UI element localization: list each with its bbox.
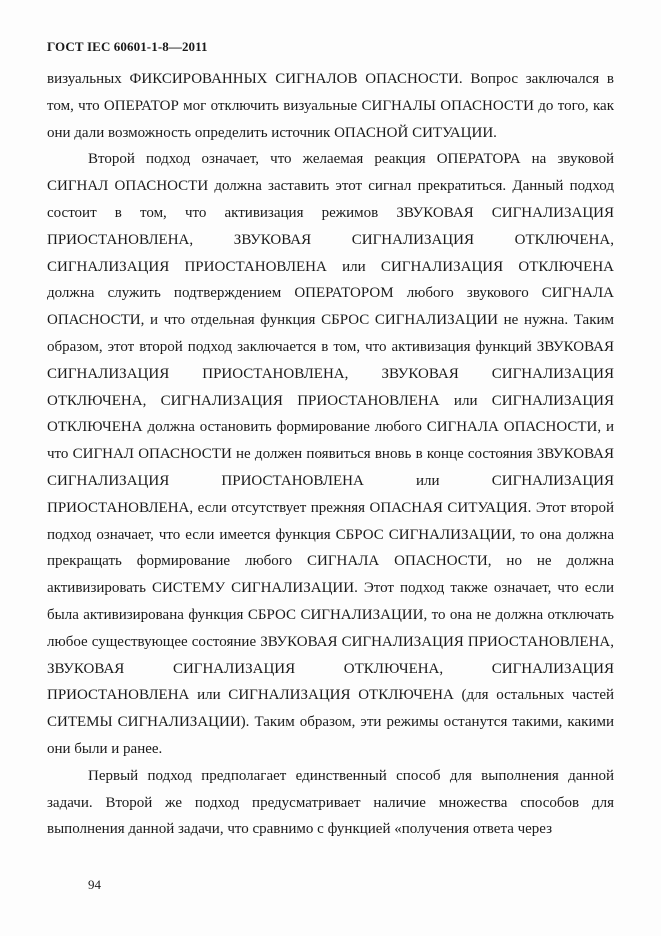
paragraph-continuation: визуальных ФИКСИРОВАННЫХ СИГНАЛОВ ОПАСНОСТИ. Вопрос заключался в том, что ОПЕРАТОР мог отключить визуальные СИГНАЛЫ ОПАСНОСТИ до того, как они дали возможность определить источник ОПАСНОЙ СИТУАЦИИ. bbox=[47, 71, 614, 141]
body-text bbox=[47, 66, 614, 843]
paragraph-second-approach: Второй подход означает, что желаемая реакция ОПЕРАТОРА на звуковой СИГНАЛ ОПАСНОСТИ должна заставить этот сигнал прекратиться. Данный подход состоит в том, что активизация режимов ЗВУКОВАЯ СИГНАЛИЗАЦИЯ ПРИОСТАНОВЛЕНА, ЗВУКОВАЯ СИГНАЛИЗАЦИЯ ОТКЛЮЧЕНА, СИГНАЛИЗАЦИЯ ПРИОСТАНОВЛЕНА или СИГНАЛИЗАЦИЯ ОТКЛЮЧЕНА должна служить подтверждением ОПЕРАТОРОМ любого звукового СИГНАЛА ОПАСНОСТИ, и что отдельная функция СБРОС СИГНАЛИЗАЦИИ не нужна. Таким образом, этот второй подход заключается в том, что активизация функций ЗВУКОВАЯ СИГНАЛИЗАЦИЯ ПРИОСТАНОВЛЕНА, ЗВУКОВАЯ СИГНАЛИЗАЦИЯ ОТКЛЮЧЕНА, СИГНАЛИЗАЦИЯ ПРИОСТАНОВЛЕНА или СИГНАЛИЗАЦИЯ ОТКЛЮЧЕНА должна остановить формирование любого СИГНАЛА ОПАСНОСТИ, и что СИГНАЛ ОПАСНОСТИ не должен появиться вновь в конце состояния ЗВУКОВАЯ СИГНАЛИЗАЦИЯ ПРИОСТАНОВЛЕНА или СИГНАЛИЗАЦИЯ ПРИОСТАНОВЛЕНА, если отсутствует прежняя ОПАСНАЯ СИТУАЦИЯ. Этот второй подход означает, что если имеется функция СБРОС СИГНАЛИЗАЦИИ, то она должна прекращать формирование любого СИГНАЛА ОПАСНОСТИ, но не должна активизировать СИСТЕМУ СИГНАЛИЗАЦИИ. Этот подход также означает, что если была активизирована функция СБРОС СИГНАЛИЗАЦИИ, то она не должна отключать любое существующее состояние ЗВУКОВАЯ СИГНАЛИЗАЦИЯ ПРИОСТАНОВЛЕНА, ЗВУКОВАЯ СИГНАЛИЗАЦИЯ ОТКЛЮЧЕНА, СИГНАЛИЗАЦИЯ ПРИОСТАНОВЛЕНА или СИГНАЛИЗАЦИЯ ОТКЛЮЧЕНА (для остальных частей СИТЕМЫ СИГНАЛИЗАЦИИ). Таким образом, эти режимы останутся такими, какими они были и ранее. bbox=[47, 151, 614, 757]
document-header: ГОСТ IEC 60601-1-8—2011 bbox=[47, 39, 208, 54]
paragraph-first-approach: Первый подход предполагает единственный способ для выполнения данной задачи. Второй же подход предусматривает наличие множества способов для выполнения данной задачи, что сравнимо с функцией «получения ответа через bbox=[47, 767, 614, 838]
page-number: 94 bbox=[88, 877, 101, 892]
